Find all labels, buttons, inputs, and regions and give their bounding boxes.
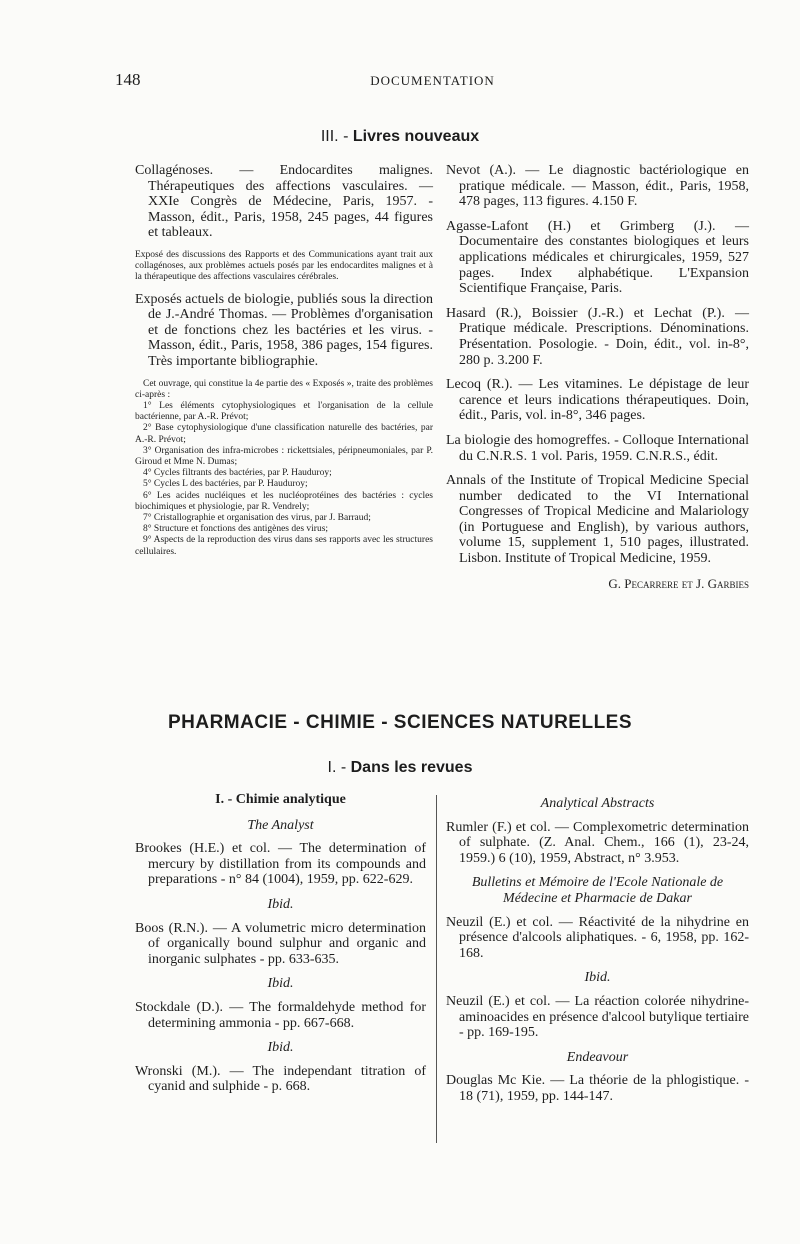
article-entry: Douglas Mc Kie. — La théorie de la phlogistique. - 18 (71), 1959, pp. 144-147. [446, 1073, 749, 1104]
section-heading-revues [0, 759, 800, 777]
journal-name: Ibid. [267, 896, 294, 912]
book-entry: Hasard (R.), Boissier (J.-R.) et Lechat (P.). — Pratique médicale. Prescriptions. Dénominations. Présentation. Posologie. - Doin, édit., vol. in-8°, 280 p. 3.200 F. [446, 305, 749, 368]
book-entry: Annals of the Institute of Tropical Medicine Special number dedicated to the VI International Congresses of Tropical Medicine and Malariology (in Portuguese and English), by various authors, volume 15, supplement 1, 510 pages, illustrated. Lisbon. Institute of Tropical Medicine, 1959. [446, 473, 749, 567]
book-entry: Nevot (A.). — Le diagnostic bactériologique en pratique médicale. — Masson, édit., Paris, 1958, 478 pages, 113 figures. 4.150 F. [446, 163, 749, 210]
section-title: Livres nouveaux [352, 128, 480, 145]
journal-name: Analytical Abstracts [540, 796, 655, 811]
note-line: 5° Cycles L des bactéries, par P. Hauduroy; [143, 479, 308, 490]
section-title: Dans les revues [350, 759, 473, 776]
book-contents [135, 379, 433, 558]
column-right-books [446, 163, 749, 591]
book-entry: La biologie des homogreffes. - Colloque International du C.N.R.S. 1 vol. Paris, 1959. C.N.R.S., édit. [446, 432, 749, 464]
note-line: 7° Cristallographie et organisation des virus, par J. Barraud; [143, 512, 371, 523]
column-right-journals [446, 792, 749, 1114]
journal-name: Ibid. [584, 970, 611, 986]
chapter-heading: PHARMACIE - CHIMIE - SCIENCES NATURELLES [167, 712, 633, 733]
article-entry: Neuzil (E.) et col. — Réactivité de la nihydrine en présence d'alcools aliphatiques. - 6, 1958, pp. 162-168. [446, 914, 749, 961]
book-entry: Collagénoses. — Endocardites malignes. Thérapeutiques des affections vasculaires. — XXIe Congrès de Médecine, Paris, 1957. - Masson, édit., Paris, 1958, 245 pages, 44 figures et tableaux. [135, 163, 433, 241]
subsection-heading: I. - Chimie analytique [215, 792, 346, 807]
article-entry: Rumler (F.) et col. — Complexometric determination of sulphate. (Z. Anal. Chem., 166 (1), 23-24, 1959.) 6 (10), 1959, Abstract, n° 3.953. [446, 819, 749, 866]
column-left-books [135, 163, 433, 566]
book-entry: Agasse-Lafont (H.) et Grimberg (J.). — Documentaire des constantes biologiques et leurs applications médicales et chirurgicales, 1959, 527 pages. Index alphabétique. L'Expansion Scientifique Française, Paris. [446, 218, 749, 297]
section-heading-livres [0, 128, 800, 146]
section-number: III. [320, 128, 339, 145]
book-note: Exposé des discussions des Rapports et des Communications ayant trait aux collagénoses, aux problèmes actuels posés par les endocardites malignes et à la thérapeutique des affections vasculaires cérébrales. [135, 249, 433, 283]
note-line: 8° Structure et fonctions des antigènes des virus; [143, 524, 329, 535]
journal-name: The Analyst [247, 817, 314, 833]
note-line: Cet ouvrage, qui constitue la 4e partie des « Exposés », traite des problèmes ci-après : [135, 378, 433, 400]
section-number: I. [327, 759, 337, 776]
column-divider [436, 795, 437, 1143]
note-line: 2° Base cytophysiologique d'une classification naturelle des bactéries, par A.-R. Prévot; [135, 423, 433, 445]
article-entry: Boos (R.N.). — A volumetric micro determination of organically bound sulphur and organic and inorganic sulphates - pp. 633-635. [135, 920, 426, 967]
journal-name: Ibid. [267, 976, 294, 992]
note-line: 6° Les acides nucléiques et les nucléoprotéines des bactéries : cycles biochimiques et physiologie, par R. Vendrely; [135, 490, 433, 512]
running-title: DOCUMENTATION [370, 73, 495, 88]
note-line: 9° Aspects de la reproduction des virus dans ses rapports avec les structures cellulaires. [135, 535, 433, 557]
note-line: 1° Les éléments cytophysiologiques et l'organisation de la cellule bactérienne, par A.-R. Prévot; [135, 400, 433, 423]
journal-name: Ibid. [267, 1040, 294, 1056]
article-entry: Brookes (H.E.) et col. — The determination of mercury by distillation from its compounds and preparations - n° 84 (1004), 1959, pp. 622-629. [135, 841, 426, 888]
book-entry: Exposés actuels de biologie, publiés sous la direction de J.-André Thomas. — Problèmes d'organisation et de fonctions chez les bactéries et les virus. - Masson, édit., Paris, 1958, 386 pages, 154 figures. Très importante bibliographie. [135, 291, 433, 369]
note-line: 4° Cycles filtrants des bactéries, par P. Hauduroy; [143, 468, 332, 479]
article-entry: Stockdale (D.). — The formaldehyde method for determining ammonia - pp. 667-668. [135, 999, 426, 1031]
signature: G. Pecarrere et J. Garbies [608, 575, 749, 591]
page-header [115, 70, 750, 92]
section-dash: - [340, 759, 347, 776]
journal-name: Bulletins et Mémoire de l'Ecole Nationale de Médecine et Pharmacie de Dakar [471, 875, 724, 906]
article-entry: Wronski (M.). — The independant titration of cyanid and sulphide - p. 668. [135, 1063, 426, 1095]
book-entry: Lecoq (R.). — Les vitamines. Le dépistage de leur carence et leurs indications thérapeutiques. Doin, édit., Paris, vol. in-8°, 346 pages. [446, 377, 749, 424]
journal-name: Endeavour [566, 1049, 629, 1065]
section-dash: - [343, 128, 349, 145]
note-line: 3° Organisation des infra-microbes : rickettsiales, péripneumoniales, par P. Giroud et Mme N. Dumas; [135, 445, 433, 467]
column-left-journals [135, 792, 426, 1104]
page-number: 148 [115, 70, 141, 89]
article-entry: Neuzil (E.) et col. — La réaction colorée nihydrine-aminoacides en présence d'alcool butylique tertiaire - pp. 169-195. [446, 993, 749, 1041]
